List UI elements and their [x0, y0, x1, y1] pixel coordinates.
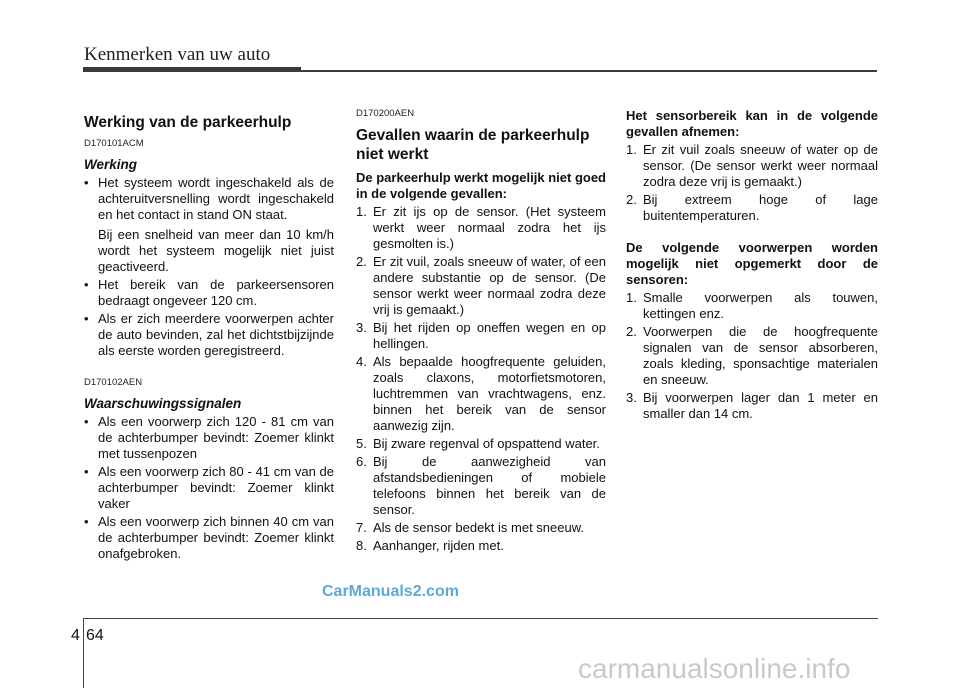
- list-item-number: 5.: [356, 436, 367, 451]
- section-code: D170200AEN: [356, 108, 415, 119]
- list-item-text: Als een voorwerp zich 80 - 41 cm van de achterbumper bevindt: Zoemer klinkt vaker: [98, 464, 334, 511]
- list-item-text: Smalle voorwerpen als touwen, kettingen enz.: [643, 290, 878, 321]
- list-item-text: Als een voorwerp zich binnen 40 cm van de achterbumper bevindt: Zoemer klinkt onafgebroken.: [98, 514, 334, 561]
- list-item-text: Als er zich meerdere voorwerpen achter de auto bevinden, zal het dichtstbijzijnde als eerste worden geregistreerd.: [98, 311, 334, 358]
- header-rule: [301, 70, 877, 72]
- list-item: [356, 538, 606, 554]
- list-item-number: 2.: [626, 324, 637, 339]
- column-3: [626, 108, 878, 424]
- list-item-text: Bij zware regenval of opspattend water.: [373, 436, 600, 451]
- section-intro: De parkeerhulp werkt mogelijk niet goed in de volgende gevallen:: [356, 170, 606, 201]
- page-number: 64: [86, 627, 104, 644]
- site-watermark: CarManuals2.com: [322, 583, 459, 600]
- list-item-number: 3.: [626, 390, 637, 405]
- list-item-number: 8.: [356, 538, 367, 553]
- list-item-text: Als bepaalde hoogfrequente geluiden, zoals claxons, motorfietsmotoren, luchtremmen van vrachtwagens, enz. binnen het bereik van de sensor aanwezig zijn.: [373, 354, 606, 433]
- list-item-text: Bij extreem hoge of lage buitentemperaturen.: [643, 192, 878, 223]
- list-item: [356, 320, 606, 352]
- column-2: [356, 108, 606, 556]
- bottom-watermark: carmanualsonline.info: [578, 653, 851, 684]
- list-item: [356, 204, 606, 252]
- section-title: Werking van de parkeerhulp: [84, 114, 292, 131]
- list-item-text: Bij de aanwezigheid van afstandsbedieningen of mobiele telefoons binnen het bereik van de sensor.: [373, 454, 606, 517]
- list-item-text: Er zit vuil, zoals sneeuw of water, of een andere substantie op de sensor. (De sensor werkt weer normaal zodra deze vrij is gemaakt.): [373, 254, 606, 317]
- subsection-title: Waarschuwingssignalen: [84, 396, 242, 411]
- list-item: [356, 254, 606, 318]
- column-1: [84, 108, 334, 564]
- list-item: [84, 464, 334, 512]
- list-item: [84, 175, 334, 275]
- list-item-text: Bij voorwerpen lager dan 1 meter en smaller dan 14 cm.: [643, 390, 878, 421]
- list-item-text: Als een voorwerp zich 120 - 81 cm van de achterbumper bevindt: Zoemer klinkt met tussenpozen: [98, 414, 334, 461]
- list-item: [356, 454, 606, 518]
- footer-rule: [83, 618, 878, 619]
- list-item-text: Voorwerpen die de hoogfrequente signalen van de sensor absorberen, zoals kleding, sponsachtige materialen en sneeuw.: [643, 324, 878, 387]
- list-item-number: 4.: [356, 354, 367, 369]
- list-item: [626, 324, 878, 388]
- list-item-text: Aanhanger, rijden met.: [373, 538, 504, 553]
- list-item-number: 3.: [356, 320, 367, 335]
- list-item: [356, 436, 606, 452]
- numbered-list: [626, 290, 878, 422]
- section-title: Gevallen waarin de parkeerhulp niet werkt: [356, 127, 590, 163]
- list-item: [84, 514, 334, 562]
- list-item-text: Als de sensor bedekt is met sneeuw.: [373, 520, 585, 535]
- list-item: [356, 520, 606, 536]
- list-item: [626, 390, 878, 422]
- list-item-number: 7.: [356, 520, 367, 535]
- list-item: [626, 192, 878, 224]
- list-item: [356, 354, 606, 434]
- list-item-number: 1.: [626, 142, 637, 157]
- list-item-number: 1.: [356, 204, 367, 219]
- list-item-text: Er zit vuil zoals sneeuw of water op de sensor. (De sensor werkt weer normaal zodra deze vrij is gemaakt.): [643, 142, 878, 189]
- list-item-text: Het systeem wordt ingeschakeld als de achteruitversnelling wordt ingeschakeld en het contact in stand ON staat.: [98, 175, 334, 222]
- section-intro: Het sensorbereik kan in de volgende gevallen afnemen:: [626, 108, 878, 139]
- numbered-list: [626, 142, 878, 224]
- numbered-list: [356, 204, 606, 554]
- list-item-text: Er zit ijs op de sensor. (Het systeem werkt weer normaal zodra het ijs gesmolten is.): [373, 204, 606, 251]
- list-item: [626, 142, 878, 190]
- footer-vertical-rule: [83, 618, 84, 688]
- list-item-number: 1.: [626, 290, 637, 305]
- bullet-list: [84, 175, 334, 359]
- section-code: D170102AEN: [84, 377, 143, 388]
- bullet-list: [84, 414, 334, 562]
- header-bar: [83, 67, 301, 72]
- list-item: [626, 290, 878, 322]
- list-item-text: Bij het rijden op oneffen wegen en op hellingen.: [373, 320, 606, 351]
- list-item-number: 6.: [356, 454, 367, 469]
- page-header-title: Kenmerken van uw auto: [84, 44, 271, 65]
- list-item: [84, 414, 334, 462]
- list-item: [84, 311, 334, 359]
- list-item: [84, 277, 334, 309]
- list-item-continuation: Bij een snelheid van meer dan 10 km/h wordt het systeem mogelijk niet juist geactiveerd.: [98, 227, 334, 274]
- list-item-number: 2.: [626, 192, 637, 207]
- subsection-title: Werking: [84, 157, 138, 172]
- section-intro: De volgende voorwerpen worden mogelijk niet opgemerkt door de sensoren:: [626, 240, 878, 287]
- chapter-number: 4: [71, 627, 80, 644]
- list-item-number: 2.: [356, 254, 367, 269]
- section-code: D170101ACM: [84, 138, 144, 149]
- list-item-text: Het bereik van de parkeersensoren bedraagt ongeveer 120 cm.: [98, 277, 334, 308]
